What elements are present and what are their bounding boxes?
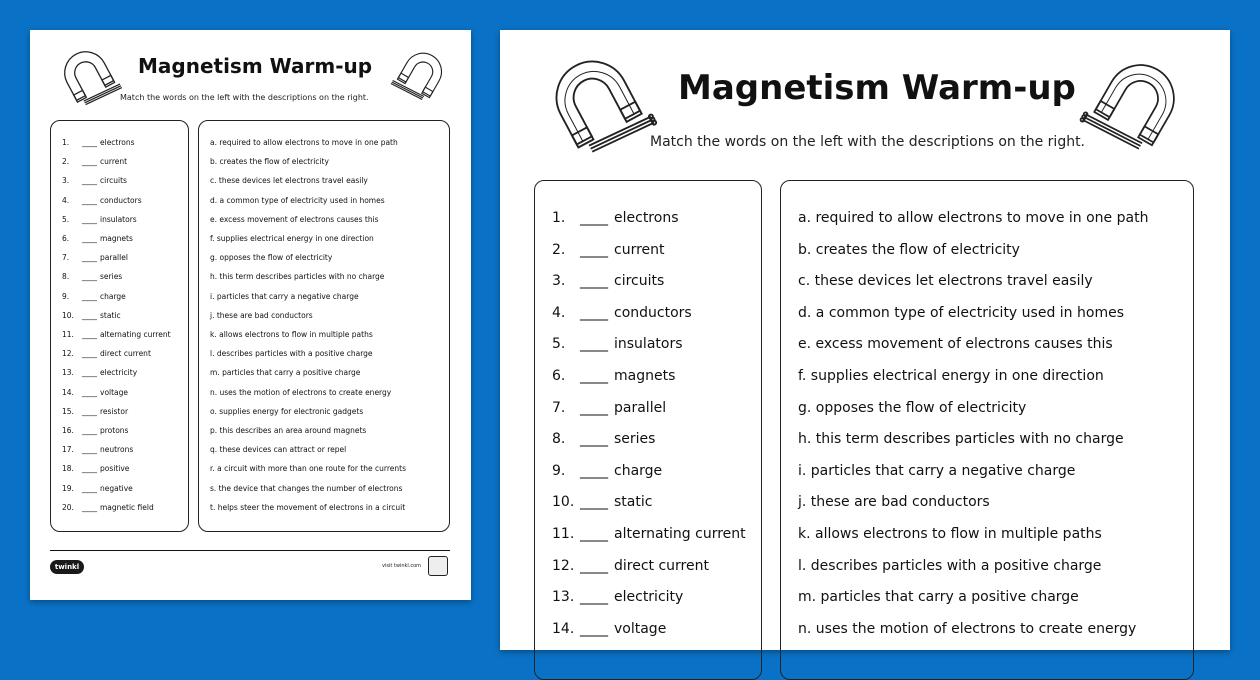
term-row (552, 368, 675, 384)
term-row (552, 558, 709, 574)
term-word: current (100, 157, 128, 167)
term-row (62, 215, 137, 224)
description-row: n. uses the motion of electrons to create energy (798, 620, 1137, 637)
description-row: j. these are bad conductors (210, 310, 313, 320)
description-row: f. supplies electrical energy in one direction (798, 368, 1104, 384)
term-number: 14. (62, 387, 74, 397)
term-word: positive (100, 464, 130, 474)
description-row: b. creates the flow of electricity (798, 241, 1020, 258)
answer-blank[interactable]: ____ (82, 310, 97, 320)
description-row: p. this describes an area around magnets (210, 426, 367, 435)
term-number: 3. (62, 176, 70, 186)
term-number: 12. (552, 557, 575, 574)
term-word: series (614, 431, 656, 448)
term-row (62, 445, 133, 454)
term-row (552, 400, 666, 416)
term-word: conductors (100, 195, 142, 205)
term-word: insulators (614, 336, 683, 353)
description-row: d. a common type of electricity used in homes (210, 195, 385, 205)
term-number: 12. (62, 349, 74, 359)
horseshoe-magnet-icon (1070, 52, 1200, 164)
term-number: 14. (552, 620, 575, 637)
description-row: q. these devices can attract or repel (210, 445, 347, 455)
description-row: j. these are bad conductors (798, 494, 990, 511)
worksheet-title: Magnetism Warm-up (678, 68, 1076, 108)
term-word: conductors (614, 304, 692, 321)
answer-blank[interactable]: ____ (82, 253, 97, 263)
term-number: 7. (62, 253, 70, 263)
description-row: c. these devices let electrons travel easily (210, 176, 368, 186)
term-word: parallel (100, 253, 128, 263)
term-number: 4. (552, 304, 566, 321)
term-row (62, 176, 127, 185)
term-row (552, 494, 652, 510)
term-row (62, 196, 142, 205)
answer-blank[interactable]: ____ (82, 502, 97, 512)
description-row: r. a circuit with more than one route for the currents (210, 464, 406, 474)
term-row (552, 242, 665, 258)
term-row (62, 388, 128, 397)
term-row (62, 426, 128, 435)
term-word: circuits (100, 176, 127, 186)
term-number: 2. (552, 241, 566, 258)
term-number: 15. (62, 406, 74, 416)
term-word: electricity (100, 368, 138, 378)
twinkl-badge-icon (428, 556, 448, 576)
footer-url: visit twinkl.com (382, 563, 422, 569)
answer-blank[interactable]: ____ (82, 214, 97, 224)
term-word: static (100, 310, 121, 320)
term-word: voltage (100, 387, 129, 397)
term-row (62, 464, 129, 473)
term-row (62, 368, 137, 377)
worksheet-instructions: Match the words on the left with the descriptions on the right. (650, 134, 1086, 150)
answer-blank[interactable]: ____ (580, 620, 608, 637)
answer-blank[interactable]: ____ (580, 399, 608, 416)
description-row: i. particles that carry a negative charge (210, 291, 359, 301)
term-number: 10. (62, 310, 74, 320)
term-word: protons (100, 426, 129, 435)
term-number: 1. (62, 138, 70, 147)
term-number: 19. (62, 483, 74, 493)
term-row (62, 292, 126, 301)
answer-blank[interactable]: ____ (580, 336, 608, 353)
term-row (62, 234, 133, 243)
term-row (62, 407, 128, 416)
answer-blank[interactable]: ____ (580, 368, 608, 384)
term-number: 16. (62, 426, 74, 435)
answer-blank[interactable]: ____ (82, 483, 97, 493)
answer-blank[interactable]: ____ (82, 387, 97, 397)
term-number: 9. (62, 291, 70, 301)
term-number: 18. (62, 464, 74, 474)
term-row (552, 526, 746, 542)
description-row: g. opposes the flow of electricity (210, 253, 333, 263)
worksheet-title: Magnetism Warm-up (138, 54, 373, 78)
term-word: insulators (100, 214, 137, 224)
term-row (62, 330, 171, 339)
term-number: 3. (552, 273, 566, 290)
description-row: o. supplies energy for electronic gadgets (210, 406, 364, 416)
term-word: resistor (100, 406, 129, 416)
description-row: k. allows electrons to flow in multiple paths (210, 330, 373, 339)
answer-blank[interactable]: ____ (82, 157, 97, 167)
term-row (552, 273, 664, 289)
answer-blank[interactable]: ____ (82, 406, 97, 416)
term-word: direct current (100, 349, 151, 359)
term-number: 4. (62, 195, 70, 205)
description-row: i. particles that carry a negative charge (798, 462, 1076, 479)
description-row: c. these devices let electrons travel easily (798, 273, 1093, 290)
answer-blank[interactable]: ____ (580, 210, 608, 226)
description-row: l. describes particles with a positive charge (798, 557, 1102, 574)
term-number: 10. (552, 494, 575, 511)
term-number: 8. (552, 431, 566, 448)
answer-blank[interactable]: ____ (82, 176, 97, 186)
term-number: 2. (62, 157, 70, 167)
term-word: alternating current (100, 330, 171, 339)
answer-blank[interactable]: ____ (82, 464, 97, 474)
term-word: magnets (614, 368, 676, 384)
description-row: e. excess movement of electrons causes this (210, 214, 379, 224)
description-row: e. excess movement of electrons causes this (798, 336, 1113, 353)
term-word: static (614, 494, 653, 511)
term-row (552, 336, 683, 352)
term-row (62, 253, 128, 262)
answer-blank[interactable]: ____ (82, 234, 97, 243)
term-word: electricity (614, 589, 684, 606)
term-number: 13. (62, 368, 74, 378)
term-row (62, 157, 127, 166)
term-number: 6. (62, 234, 70, 243)
term-word: negative (100, 483, 133, 493)
answer-blank[interactable]: ____ (82, 138, 97, 147)
term-row (62, 272, 122, 281)
twinkl-logo: twinkl (50, 560, 84, 574)
description-row: s. the device that changes the number of electrons (210, 483, 403, 493)
description-row: f. supplies electrical energy in one direction (210, 234, 374, 243)
term-row (552, 305, 692, 321)
term-number: 13. (552, 589, 575, 606)
description-row: m. particles that carry a positive charge (798, 589, 1079, 606)
term-word: voltage (614, 620, 667, 637)
answer-blank[interactable]: ____ (82, 349, 97, 359)
term-word: direct current (614, 557, 709, 574)
worksheet-preview-large (500, 30, 1230, 650)
term-row (62, 349, 151, 358)
term-number: 1. (552, 210, 566, 226)
answer-blank[interactable]: ____ (580, 526, 608, 542)
term-row (62, 503, 154, 512)
term-row (552, 621, 666, 637)
term-row (552, 589, 683, 605)
term-word: electrons (614, 210, 679, 226)
term-number: 17. (62, 445, 74, 455)
answer-blank[interactable]: ____ (82, 445, 97, 455)
answer-blank[interactable]: ____ (82, 195, 97, 205)
footer-rule (50, 550, 450, 551)
answer-blank[interactable]: ____ (82, 291, 97, 301)
answer-blank[interactable]: ____ (580, 241, 608, 258)
horseshoe-magnet-icon (384, 46, 456, 108)
term-number: 9. (552, 462, 566, 479)
answer-blank[interactable]: ____ (580, 304, 608, 321)
answer-blank[interactable]: ____ (580, 557, 608, 574)
description-row: d. a common type of electricity used in homes (798, 304, 1124, 321)
description-row: a. required to allow electrons to move in one path (210, 138, 398, 147)
term-word: charge (614, 462, 663, 479)
term-row (552, 431, 655, 447)
answer-blank[interactable]: ____ (82, 368, 97, 378)
horseshoe-magnet-icon (528, 52, 668, 164)
answer-blank[interactable]: ____ (580, 431, 608, 448)
term-word: alternating current (614, 526, 746, 542)
description-row: b. creates the flow of electricity (210, 157, 329, 167)
description-row: g. opposes the flow of electricity (798, 399, 1027, 416)
answer-blank[interactable]: ____ (580, 273, 608, 290)
term-word: circuits (614, 273, 665, 290)
term-number: 6. (552, 368, 566, 384)
description-row: l. describes particles with a positive charge (210, 349, 373, 359)
answer-blank[interactable]: ____ (82, 426, 97, 435)
term-word: series (100, 272, 123, 282)
description-row: m. particles that carry a positive charge (210, 368, 361, 378)
answer-blank[interactable]: ____ (580, 589, 608, 606)
term-number: 11. (62, 330, 74, 339)
description-row: n. uses the motion of electrons to create energy (210, 387, 392, 397)
term-row (552, 210, 678, 226)
description-row: k. allows electrons to flow in multiple paths (798, 526, 1102, 542)
term-row (62, 138, 135, 147)
term-word: parallel (614, 399, 667, 416)
term-number: 5. (62, 214, 70, 224)
term-word: current (614, 241, 665, 258)
horseshoe-magnet-icon (48, 48, 130, 110)
answer-blank[interactable]: ____ (580, 494, 608, 511)
term-word: magnets (100, 234, 133, 243)
description-row: h. this term describes particles with no charge (210, 272, 385, 282)
term-word: charge (100, 291, 126, 301)
worksheet-instructions: Match the words on the left with the descriptions on the right. (120, 93, 369, 102)
description-row: a. required to allow electrons to move in one path (798, 210, 1149, 226)
description-row: t. helps steer the movement of electrons in a circuit (210, 502, 406, 512)
term-number: 7. (552, 399, 566, 416)
term-word: electrons (100, 138, 135, 147)
answer-blank[interactable]: ____ (580, 462, 608, 479)
term-number: 11. (552, 526, 575, 542)
term-number: 5. (552, 336, 566, 353)
term-row (552, 463, 662, 479)
term-word: magnetic field (100, 502, 154, 512)
answer-blank[interactable]: ____ (82, 330, 97, 339)
term-word: neutrons (100, 445, 134, 455)
term-number: 20. (62, 502, 74, 512)
answer-blank[interactable]: ____ (82, 272, 97, 282)
term-number: 8. (62, 272, 70, 282)
worksheet-preview-small (30, 30, 471, 600)
description-row: h. this term describes particles with no charge (798, 431, 1124, 448)
term-row (62, 484, 133, 493)
term-row (62, 311, 121, 320)
